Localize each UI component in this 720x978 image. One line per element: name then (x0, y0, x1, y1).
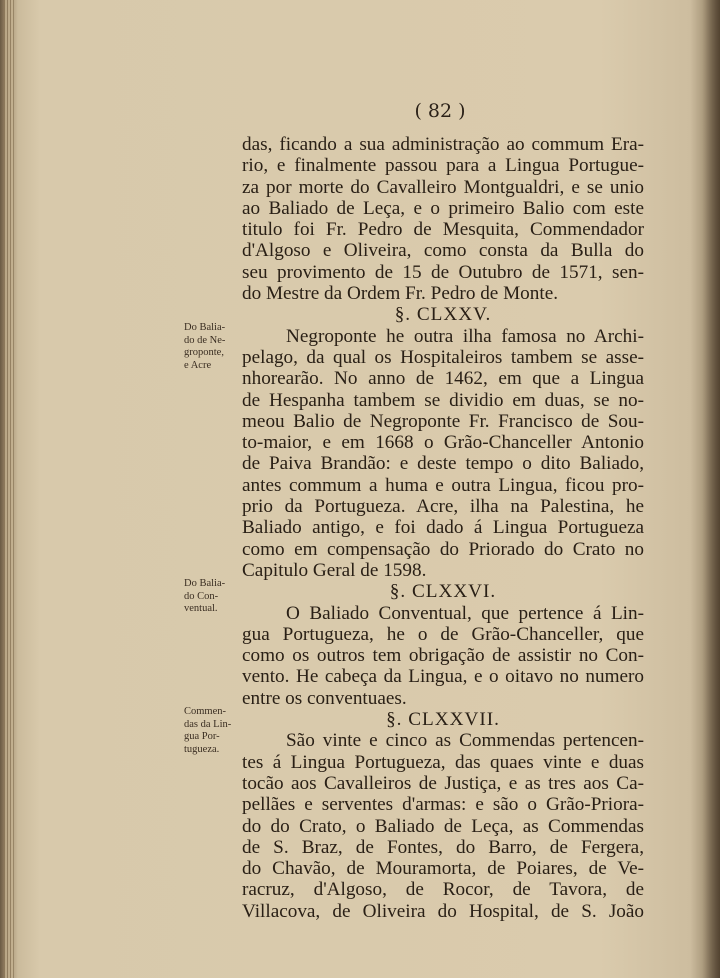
page-stack-edge (4, 0, 14, 978)
text-line: de Hespanha tambem se dividio em duas, se no- (242, 389, 644, 411)
margin-note-line: gua Por- (184, 731, 220, 742)
text-line: do do Crato, o Baliado de Leça, as Commendas (242, 815, 644, 837)
text-line: Capitulo Geral de 1598. (242, 559, 427, 581)
text-line: to-maior, e em 1668 o Grão-Chanceller Antonio (242, 432, 644, 454)
margin-note-line: das da Lin- (184, 718, 232, 730)
text-line: titulo foi Fr. Pedro de Mesquita, Commendador (242, 219, 644, 241)
text-line: nhorearão. No anno de 1462, em que a Lingua (242, 368, 644, 390)
margin-note-conventual (184, 578, 244, 616)
section-heading: §. CLXXV. (394, 304, 492, 326)
margin-note-line: do Con- (184, 590, 219, 602)
text-line: de S. Braz, de Fontes, do Barro, de Fergera, (242, 836, 644, 858)
text-line: O Baliado Conventual, que pertence á Lin- (286, 602, 644, 624)
margin-note-line: Do Balia- (184, 578, 226, 589)
margin-note-line: Do Balia- (184, 322, 226, 333)
text-line: Villacova, de Oliveira do Hospital, de S. João (242, 900, 644, 922)
text-line: racruz, d'Algoso, de Rocor, de Tavora, de (242, 879, 644, 901)
text-line: vento. He cabeça da Lingua, e o oitavo no numero (242, 666, 644, 688)
text-line: antes commum a huma e outra Lingua, ficou pro- (242, 474, 644, 496)
section-heading: §. CLXXVII. (386, 709, 500, 731)
text-line: ao Baliado de Leça, e o primeiro Balio com este (242, 197, 644, 219)
text-line: como os outros tem obrigação de assistir no Con- (242, 645, 644, 667)
text-line: tocão aos Cavalleiros de Justiça, e as tres aos Ca- (242, 772, 644, 794)
text-line: Baliado antigo, e foi dado á Lingua Portugueza (242, 517, 644, 539)
text-line: seu provimento de 15 de Outubro de 1571, sen- (242, 261, 644, 283)
text-line: de Paiva Brandão: e deste tempo o dito Baliado, (242, 453, 644, 475)
margin-note-line: Commen- (184, 706, 226, 717)
text-line: za por morte do Cavalleiro Montgualdri, e se unio (242, 176, 644, 198)
margin-note-line: e Acre (184, 359, 212, 371)
text-line: das, ficando a sua administração ao commum Era- (242, 134, 644, 155)
page-number: ( 82 ) (414, 100, 466, 122)
text-line: rio, e finalmente passou para a Lingua Portugue- (242, 155, 644, 177)
page-gutter-shadow (702, 0, 720, 978)
text-line: gua Portugueza, he o de Grão-Chanceller, que (242, 623, 644, 645)
margin-note-line: groponte, (184, 347, 224, 358)
section-heading: §. CLXXVI. (389, 581, 497, 603)
margin-note-line: ventual. (184, 603, 218, 614)
margin-note-negroponte (184, 322, 244, 372)
text-line: tes á Lingua Portugueza, das quaes vinte e duas (242, 751, 644, 773)
text-line: do Chavão, de Mouramorta, de Poiares, de Ve- (242, 858, 644, 880)
text-line: pelago, da qual os Hospitaleiros tambem se asse- (242, 346, 644, 368)
text-line: meou Balio de Negroponte Fr. Francisco de Sou- (242, 410, 644, 432)
text-line: como em compensação do Priorado do Crato no (242, 538, 644, 560)
margin-note-commendas (184, 706, 244, 756)
text-line: São vinte e cinco as Commendas pertencen- (286, 730, 644, 752)
margin-note-line: do de Ne- (184, 334, 226, 346)
margin-note-line: tugueza. (184, 743, 220, 755)
text-line: do Mestre da Ordem Fr. Pedro de Monte. (242, 283, 559, 305)
text-line: entre os conventuaes. (242, 687, 407, 709)
text-line: Negroponte he outra ilha famosa no Archi- (286, 325, 644, 347)
text-line: pellães e serventes d'armas: e são o Grão-Priora- (242, 794, 644, 816)
text-line: d'Algoso e Oliveira, como consta da Bulla do (242, 240, 644, 262)
text-line: prio da Portugueza. Acre, ilha na Palestina, he (242, 496, 644, 518)
text-body (242, 134, 644, 922)
